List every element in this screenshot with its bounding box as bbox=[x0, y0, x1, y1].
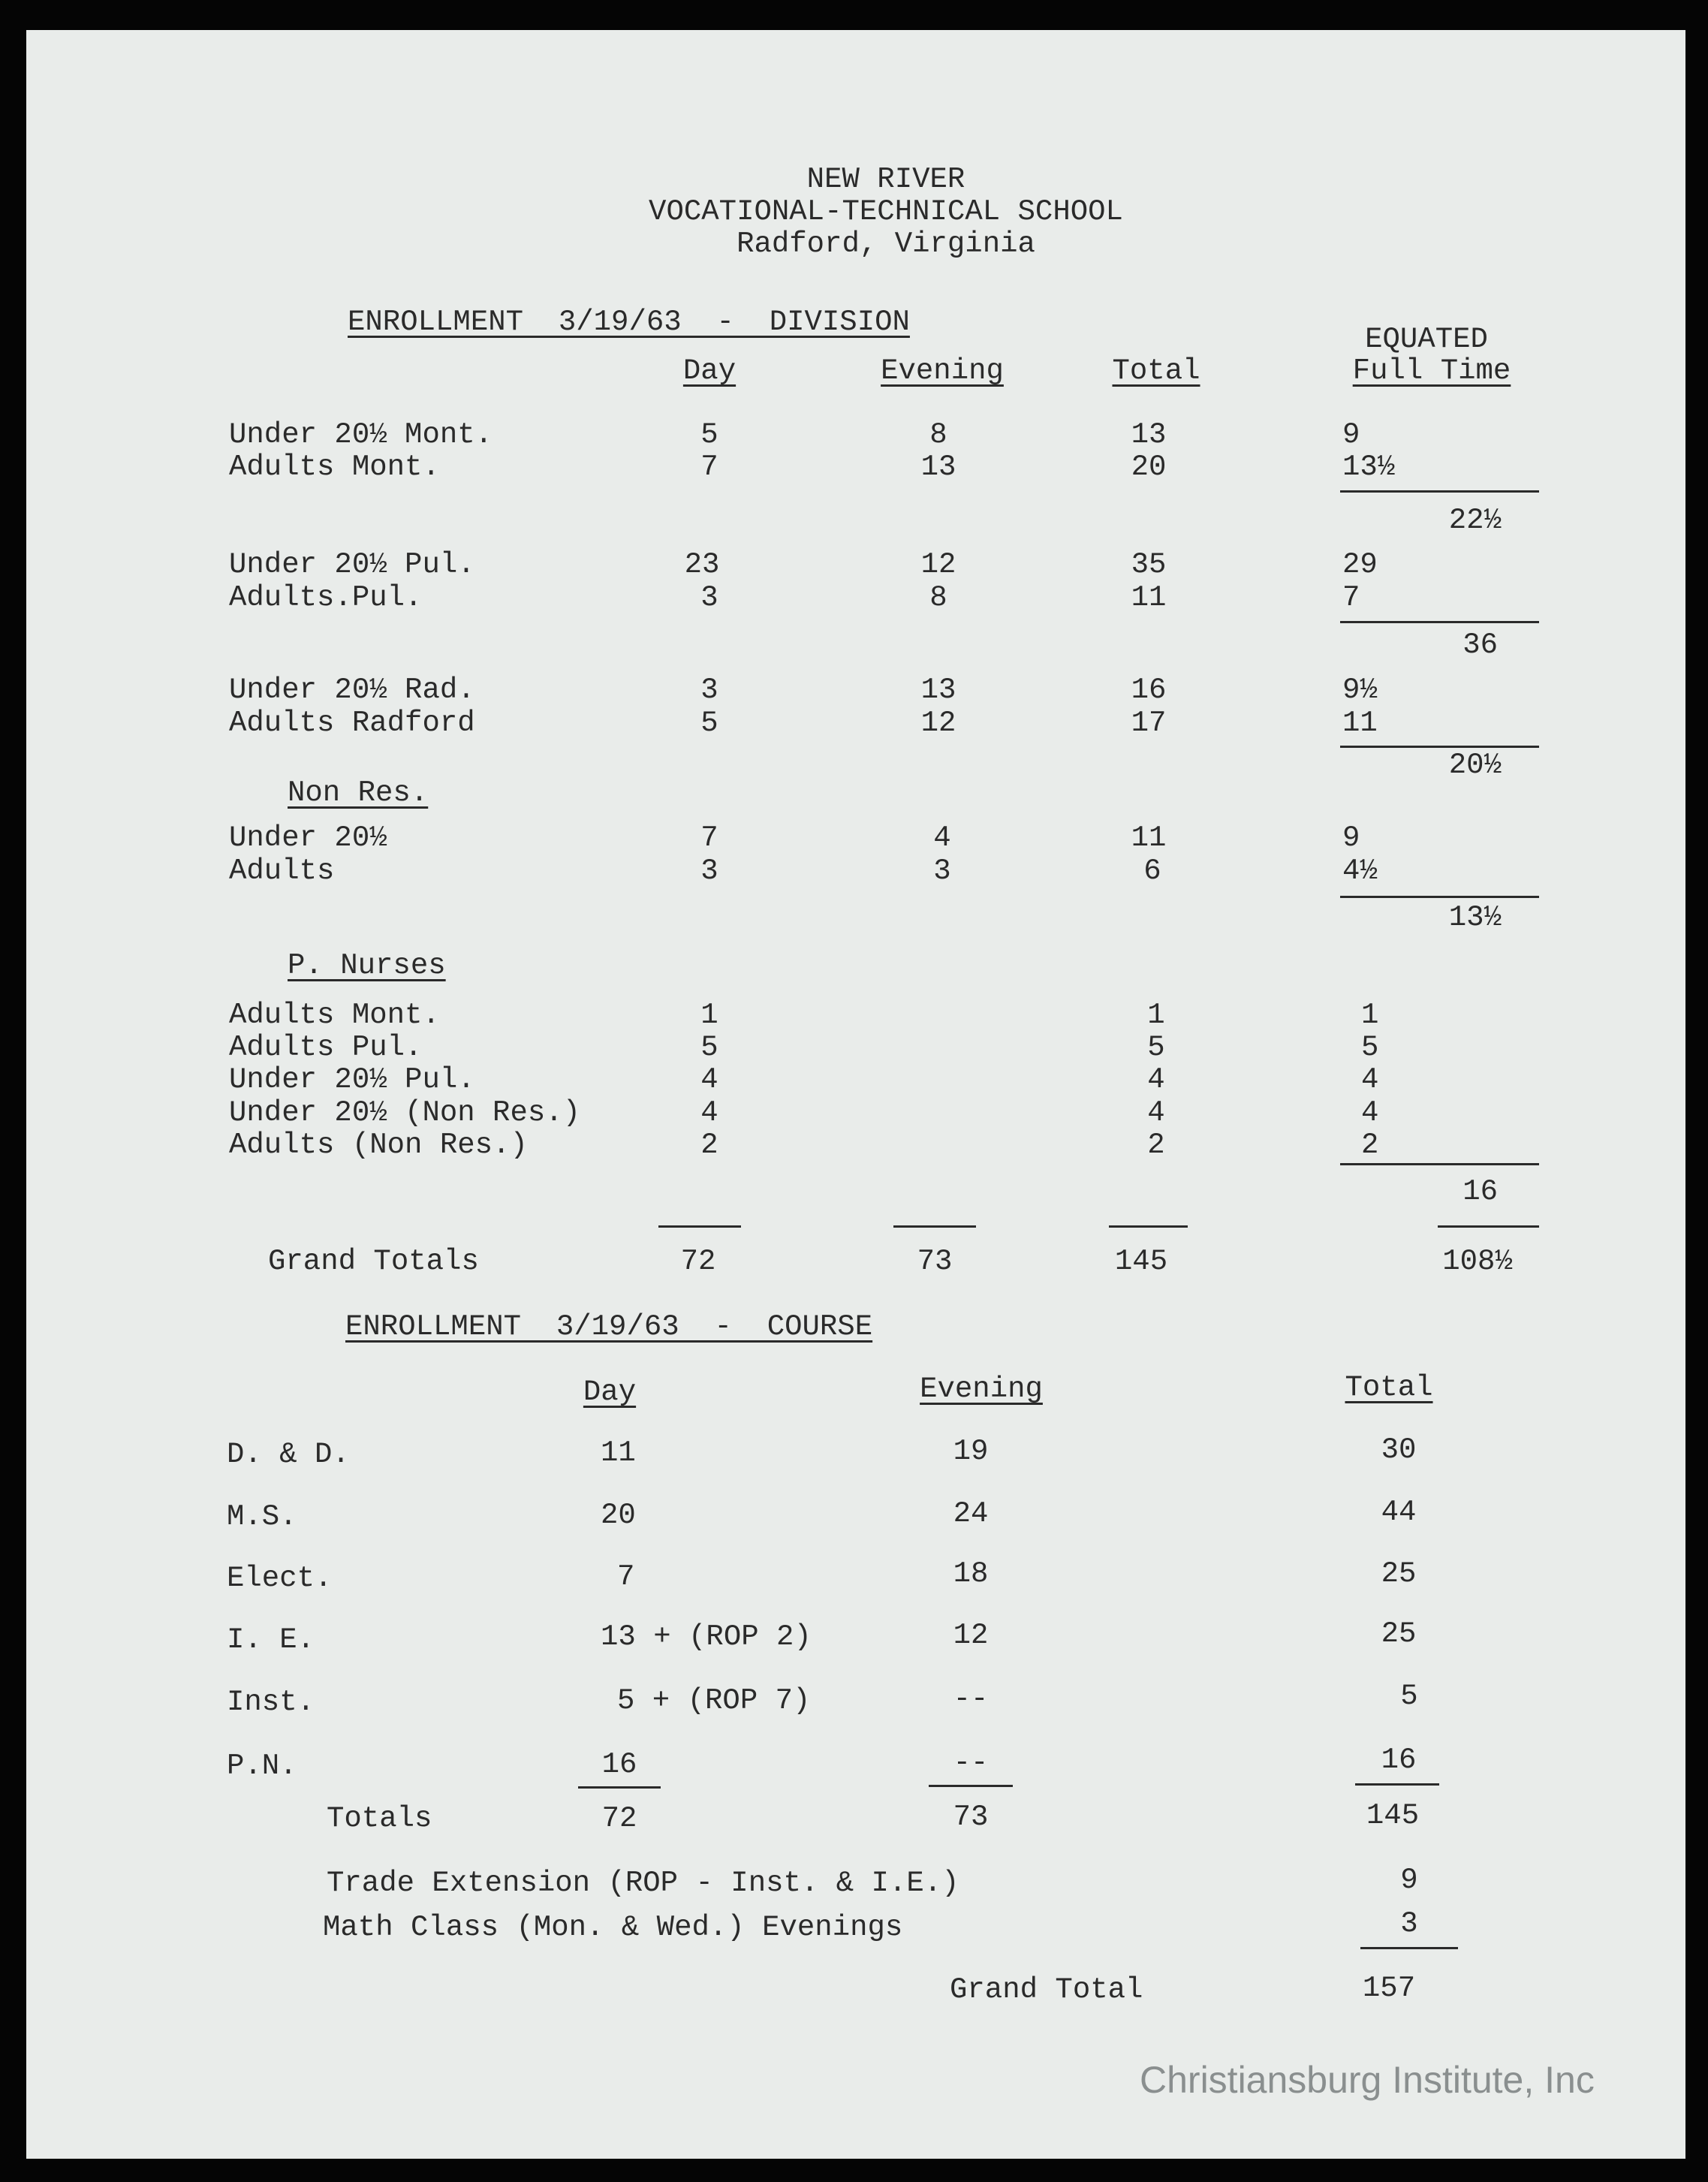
course-row-total: 30 bbox=[1381, 1433, 1417, 1466]
division-row-total: 20 bbox=[1131, 451, 1167, 484]
division-row-day: 23 bbox=[684, 548, 720, 581]
course-row-total: 25 bbox=[1381, 1557, 1417, 1590]
division-row-total: 11 bbox=[1131, 581, 1167, 614]
division-row-evening: 12 bbox=[920, 707, 956, 740]
course-row-day: 11 bbox=[601, 1436, 636, 1469]
watermark: Christiansburg Institute, Inc bbox=[1140, 2059, 1595, 2101]
division-row-label: Adults Mont. bbox=[229, 451, 440, 484]
course-title: ENROLLMENT 3/19/63 - COURSE bbox=[345, 1310, 873, 1343]
course-totals-evening: 73 bbox=[953, 1801, 989, 1834]
course-row-evening: 19 bbox=[953, 1435, 989, 1468]
grand-totals-label: Grand Totals bbox=[268, 1245, 479, 1278]
division-row-equated: 4½ bbox=[1342, 854, 1378, 888]
division-row-day: 5 bbox=[700, 418, 718, 451]
division-row-label: Under 20½ Rad. bbox=[229, 674, 475, 707]
course-row-total: 16 bbox=[1381, 1743, 1417, 1777]
division-row-equated: 7 bbox=[1342, 581, 1360, 614]
division-row-equated: 9½ bbox=[1342, 674, 1378, 707]
course-grand-total-value: 157 bbox=[1362, 1972, 1416, 2005]
course-row-label: I. E. bbox=[227, 1623, 315, 1656]
division-col-evening: Evening bbox=[881, 354, 1004, 387]
division-row-label: Adults.Pul. bbox=[229, 581, 423, 614]
course-row-label: Inst. bbox=[227, 1686, 315, 1719]
division-col-equated: EQUATED bbox=[1365, 323, 1488, 356]
division-row-day: 2 bbox=[700, 1129, 718, 1162]
division-row-total: 2 bbox=[1147, 1129, 1165, 1162]
division-row-label: Adults bbox=[229, 854, 335, 888]
subtotal-rule bbox=[1340, 621, 1539, 623]
course-row-day: 16 bbox=[601, 1748, 637, 1781]
division-row-day: 3 bbox=[700, 581, 718, 614]
subtotal-rule bbox=[1340, 746, 1539, 748]
grand-totals-evening: 73 bbox=[917, 1245, 953, 1278]
division-row-day: 3 bbox=[700, 854, 718, 888]
division-row-total: 5 bbox=[1147, 1031, 1165, 1064]
course-row-label: D. & D. bbox=[227, 1438, 350, 1471]
division-row-total: 11 bbox=[1131, 821, 1167, 854]
division-row-equated: 5 bbox=[1361, 1031, 1379, 1064]
division-row-label: Adults Mont. bbox=[229, 999, 440, 1032]
division-subtotal: 20½ bbox=[1448, 749, 1502, 782]
course-row-evening: -- bbox=[953, 1683, 989, 1716]
grand-total-rule bbox=[1360, 1947, 1458, 1949]
math-class-value: 3 bbox=[1400, 1907, 1418, 1940]
division-row-label: Adults (Non Res.) bbox=[229, 1129, 528, 1162]
division-row-evening: 13 bbox=[920, 451, 956, 484]
grand-total-rule-total bbox=[1109, 1225, 1188, 1228]
course-row-day: 13 + (ROP 2) bbox=[601, 1620, 812, 1653]
header-school-type: VOCATIONAL-TECHNICAL SCHOOL bbox=[649, 195, 1123, 228]
division-col-fulltime: Full Time bbox=[1352, 354, 1511, 387]
grand-total-rule-evening bbox=[893, 1225, 976, 1228]
division-row-label: Under 20½ Pul. bbox=[229, 1063, 475, 1096]
course-row-label: Elect. bbox=[227, 1562, 333, 1595]
course-row-day: 20 bbox=[601, 1499, 636, 1532]
division-row-day: 4 bbox=[700, 1096, 718, 1129]
totals-rule-total bbox=[1355, 1783, 1439, 1786]
division-row-evening: 3 bbox=[933, 854, 951, 888]
totals-rule-day bbox=[578, 1786, 661, 1789]
division-row-evening: 12 bbox=[920, 548, 956, 581]
course-row-label: P.N. bbox=[227, 1750, 297, 1783]
division-row-equated: 9 bbox=[1342, 418, 1360, 451]
division-row-day: 5 bbox=[700, 1031, 718, 1064]
course-row-total: 44 bbox=[1381, 1496, 1417, 1529]
math-class-label: Math Class (Mon. & Wed.) Evenings bbox=[323, 1911, 903, 1944]
grand-totals-day: 72 bbox=[680, 1245, 716, 1278]
subtotal-rule bbox=[1340, 490, 1539, 493]
division-row-label: Under 20½ Pul. bbox=[229, 548, 475, 581]
course-row-total: 25 bbox=[1381, 1617, 1417, 1650]
division-row-equated: 11 bbox=[1342, 707, 1378, 740]
division-row-total: 13 bbox=[1131, 418, 1167, 451]
trade-extension-label: Trade Extension (ROP - Inst. & I.E.) bbox=[327, 1867, 959, 1900]
division-row-total: 4 bbox=[1147, 1063, 1165, 1096]
division-row-equated: 4 bbox=[1361, 1063, 1379, 1096]
course-col-total: Total bbox=[1345, 1371, 1433, 1404]
division-row-label: Under 20½ Mont. bbox=[229, 418, 493, 451]
division-row-equated: 29 bbox=[1342, 548, 1378, 581]
division-row-equated: 1 bbox=[1361, 999, 1379, 1032]
division-row-day: 1 bbox=[700, 999, 718, 1032]
trade-extension-value: 9 bbox=[1400, 1864, 1418, 1897]
header-location: Radford, Virginia bbox=[737, 228, 1035, 261]
division-row-total: 16 bbox=[1131, 674, 1167, 707]
division-subtotal: 22½ bbox=[1448, 504, 1502, 537]
division-row-day: 3 bbox=[700, 674, 718, 707]
division-row-total: 6 bbox=[1143, 854, 1161, 888]
division-title: ENROLLMENT 3/19/63 - DIVISION bbox=[348, 306, 910, 339]
course-row-evening: 12 bbox=[953, 1619, 989, 1652]
division-row-label: Adults Radford bbox=[229, 707, 475, 740]
division-row-evening: 8 bbox=[929, 418, 947, 451]
division-row-label: Under 20½ bbox=[229, 821, 387, 854]
course-totals-label: Totals bbox=[327, 1802, 432, 1835]
grand-totals-total: 145 bbox=[1114, 1245, 1168, 1278]
totals-rule-evening bbox=[929, 1785, 1013, 1787]
division-row-label: Under 20½ (Non Res.) bbox=[229, 1096, 581, 1129]
division-row-label: Adults Pul. bbox=[229, 1031, 423, 1064]
division-group-heading: Non Res. bbox=[288, 776, 429, 809]
header-school-name: NEW RIVER bbox=[806, 163, 965, 196]
division-row-day: 5 bbox=[700, 707, 718, 740]
course-row-evening: 18 bbox=[953, 1557, 989, 1590]
course-totals-total: 145 bbox=[1366, 1799, 1420, 1832]
grand-totals-equated: 108½ bbox=[1442, 1245, 1513, 1278]
course-totals-day: 72 bbox=[601, 1802, 637, 1835]
course-col-day: Day bbox=[583, 1376, 637, 1409]
division-row-total: 1 bbox=[1147, 999, 1165, 1032]
course-row-day: 7 bbox=[617, 1560, 635, 1593]
division-subtotal: 13½ bbox=[1448, 901, 1502, 934]
course-grand-total-label: Grand Total bbox=[950, 1973, 1143, 2006]
division-subtotal: 16 bbox=[1462, 1175, 1498, 1208]
division-row-evening: 4 bbox=[933, 821, 951, 854]
division-row-evening: 8 bbox=[929, 581, 947, 614]
grand-total-rule-day bbox=[658, 1225, 741, 1228]
division-row-total: 4 bbox=[1147, 1096, 1165, 1129]
division-row-day: 7 bbox=[700, 821, 718, 854]
division-row-equated: 13½ bbox=[1342, 451, 1396, 484]
division-row-day: 4 bbox=[700, 1063, 718, 1096]
division-row-total: 17 bbox=[1131, 707, 1167, 740]
course-row-total: 5 bbox=[1400, 1680, 1418, 1713]
subtotal-rule bbox=[1340, 896, 1539, 898]
division-row-equated: 9 bbox=[1342, 821, 1360, 854]
division-col-day: Day bbox=[682, 354, 737, 387]
course-row-evening: -- bbox=[953, 1747, 989, 1780]
division-row-equated: 4 bbox=[1361, 1096, 1379, 1129]
division-row-day: 7 bbox=[700, 451, 718, 484]
course-row-day: 5 + (ROP 7) bbox=[617, 1684, 811, 1717]
division-group-heading: P. Nurses bbox=[288, 949, 446, 982]
division-subtotal: 36 bbox=[1462, 628, 1498, 662]
division-row-evening: 13 bbox=[920, 674, 956, 707]
course-col-evening: Evening bbox=[920, 1373, 1043, 1406]
division-row-equated: 2 bbox=[1361, 1129, 1379, 1162]
subtotal-rule bbox=[1340, 1163, 1539, 1165]
grand-total-rule-equated bbox=[1438, 1225, 1539, 1228]
division-col-total: Total bbox=[1112, 354, 1200, 387]
division-row-total: 35 bbox=[1131, 548, 1167, 581]
course-row-label: M.S. bbox=[227, 1500, 297, 1533]
course-row-evening: 24 bbox=[953, 1497, 989, 1530]
